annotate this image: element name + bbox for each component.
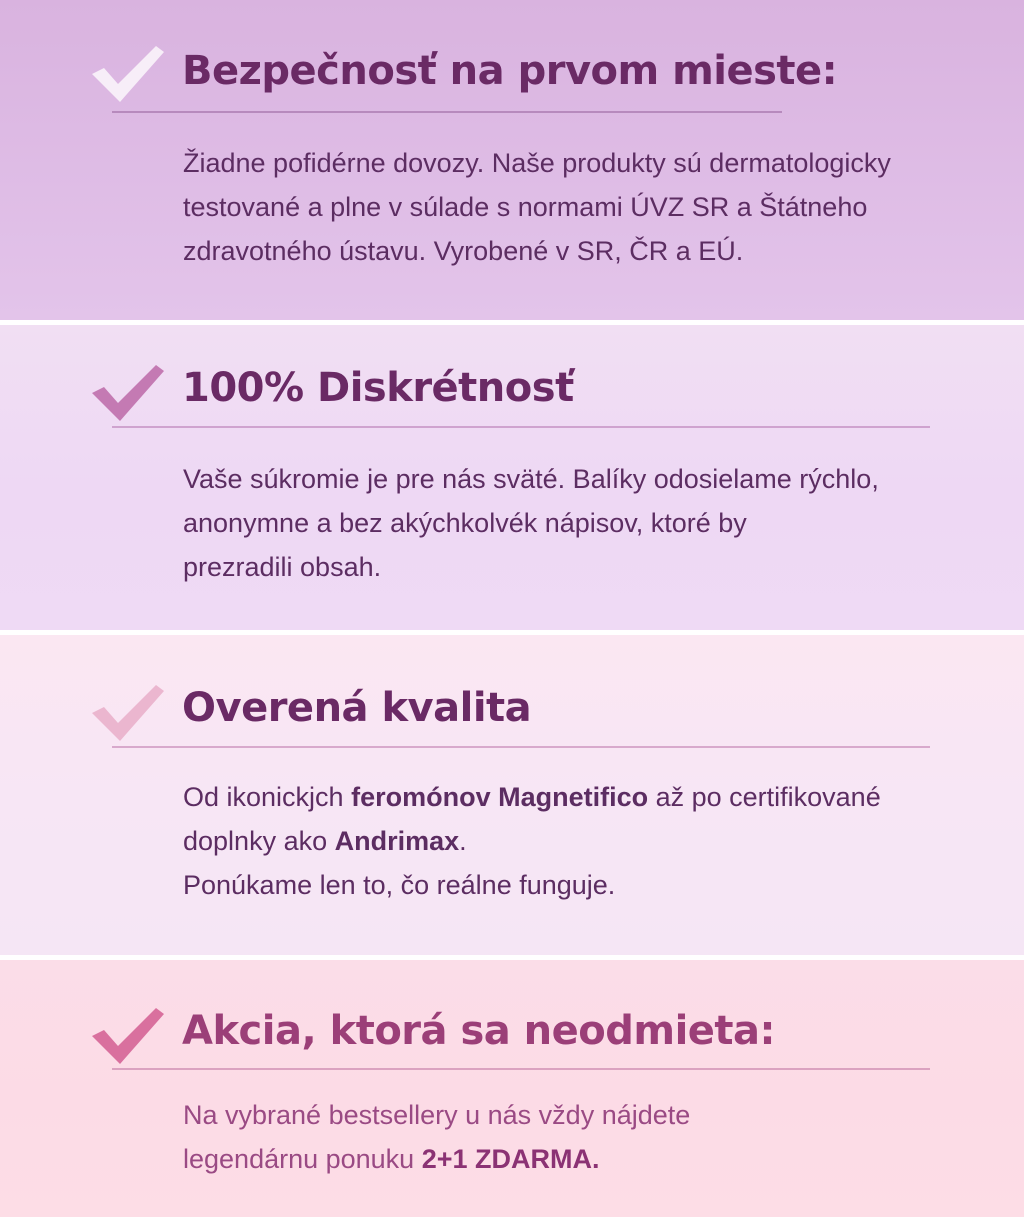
text-line: testované a plne v súlade s normami ÚVZ SR a Štátneho — [183, 192, 868, 222]
text-line — [183, 775, 943, 819]
benefit-discretion-section — [0, 325, 1024, 630]
quality-description — [183, 775, 943, 907]
offer-heading: Akcia, ktorá sa neodmieta: — [182, 1008, 776, 1054]
heading-divider — [112, 746, 930, 748]
checkmark-icon — [90, 1006, 166, 1066]
checkmark-icon — [90, 363, 166, 423]
product-name-highlight: feromónov Magnetifico — [351, 782, 649, 812]
text-line: Na vybrané bestsellery u nás vždy nájdete — [183, 1100, 691, 1130]
text-fragment: až po certifikované — [648, 782, 881, 812]
text-line: Žiadne pofidérne dovozy. Naše produkty sú dermatologicky — [183, 148, 891, 178]
text-line — [183, 1137, 943, 1181]
heading-divider — [112, 1068, 930, 1070]
product-name-highlight: Andrimax — [334, 826, 460, 856]
heading-divider — [112, 111, 782, 113]
discretion-heading: 100% Diskrétnosť — [182, 365, 574, 411]
text-line: prezradili obsah. — [183, 552, 382, 582]
text-fragment: Od ikonickjch — [183, 782, 352, 812]
benefit-quality-section — [0, 635, 1024, 955]
checkmark-icon — [90, 683, 166, 743]
text-line: Vaše súkromie je pre nás sväté. Balíky odosielame rýchlo, — [183, 464, 879, 494]
text-line — [183, 819, 943, 863]
quality-heading: Overená kvalita — [182, 685, 532, 731]
discretion-description — [183, 457, 943, 589]
text-line: Ponúkame len to, čo reálne funguje. — [183, 870, 616, 900]
checkmark-icon — [90, 44, 166, 104]
text-fragment: doplnky ako — [183, 826, 335, 856]
benefit-offer-section — [0, 960, 1024, 1217]
text-fragment: legendárnu ponuku — [183, 1144, 422, 1174]
offer-description — [183, 1093, 943, 1181]
benefit-safety-section — [0, 0, 1024, 320]
offer-highlight: 2+1 ZDARMA. — [421, 1144, 600, 1174]
safety-description — [183, 141, 943, 273]
text-fragment: . — [459, 826, 467, 856]
safety-heading: Bezpečnosť na prvom mieste: — [182, 48, 838, 94]
text-line: anonymne a bez akýchkolvék nápisov, ktoré by — [183, 508, 747, 538]
text-line: zdravotného ústavu. Vyrobené v SR, ČR a EÚ. — [183, 236, 744, 266]
heading-divider — [112, 426, 930, 428]
